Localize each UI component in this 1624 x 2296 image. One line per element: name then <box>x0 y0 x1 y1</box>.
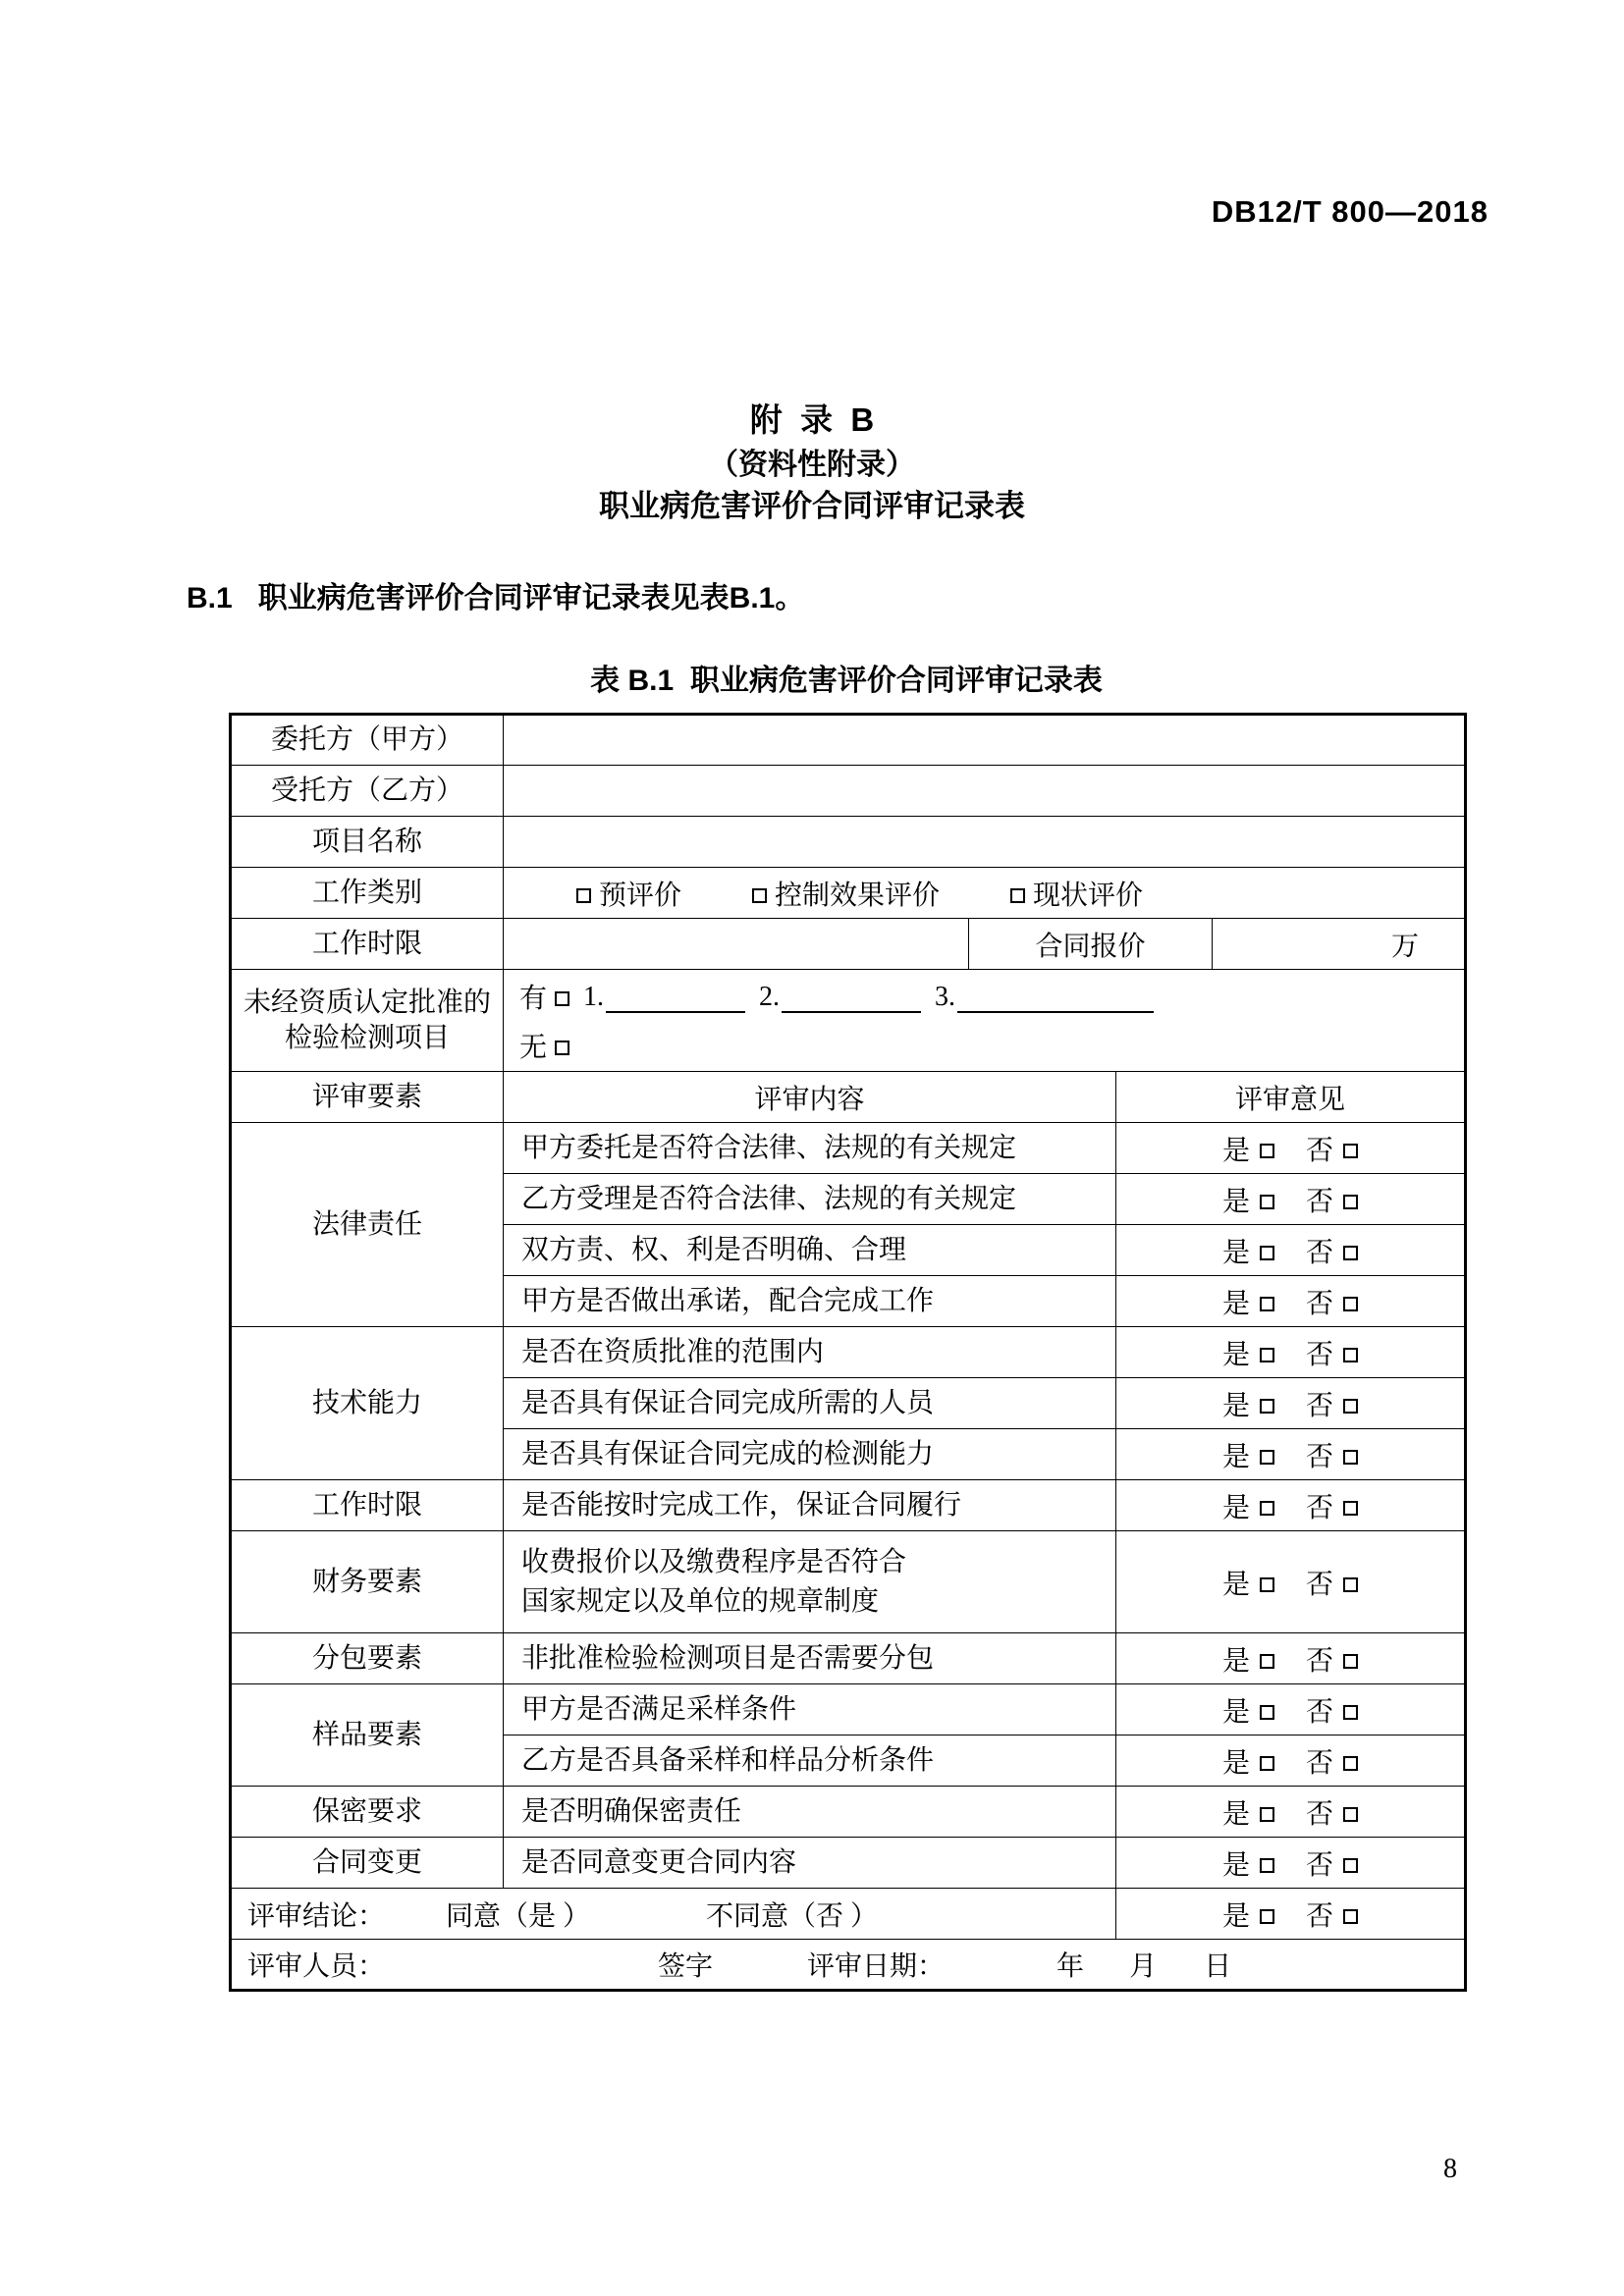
yes-label: 是 <box>1221 1441 1250 1472</box>
blank-line <box>957 980 1154 1013</box>
checkbox-icon <box>1343 1756 1358 1771</box>
yes-label: 是 <box>1221 1288 1250 1319</box>
appendix-title: 附 录 B <box>749 401 875 438</box>
opinion-cell <box>1116 1633 1466 1684</box>
work-type-label: 工作类别 <box>231 868 504 919</box>
checkbox-icon <box>1343 1654 1358 1669</box>
no-label: 否 <box>1306 1747 1334 1779</box>
date-month: 月 <box>1129 1951 1158 1982</box>
unaccredited-value-cell <box>504 970 1466 1072</box>
checkbox-icon <box>1343 1909 1358 1924</box>
signoff-personnel: 评审人员： <box>247 1951 386 1982</box>
opinion-cell <box>1116 1531 1466 1633</box>
opinion-cell <box>1116 1735 1466 1787</box>
checkbox-icon <box>1343 1577 1358 1592</box>
yes-label: 是 <box>1221 1849 1250 1881</box>
unaccredited-label: 未经资质认定批准的 检验检测项目 <box>231 970 504 1072</box>
review-item: 甲方是否满足采样条件 <box>504 1684 1116 1735</box>
checkbox-icon <box>576 888 591 903</box>
opinion-cell <box>1116 1123 1466 1174</box>
yes-label: 是 <box>1221 1390 1250 1421</box>
review-row <box>231 1531 1466 1633</box>
checkbox-icon <box>1343 1501 1358 1516</box>
review-header-opinion: 评审意见 <box>1116 1072 1466 1123</box>
no-label: 否 <box>1306 1492 1334 1523</box>
review-item: 乙方受理是否符合法律、法规的有关规定 <box>504 1174 1116 1225</box>
checkbox-icon <box>1260 1297 1274 1311</box>
review-item: 是否明确保密责任 <box>504 1787 1116 1838</box>
checkbox-icon <box>1260 1195 1274 1209</box>
review-header-row <box>231 1072 1466 1123</box>
section-factor-finance: 财务要素 <box>231 1531 504 1633</box>
checkbox-icon <box>1343 1297 1358 1311</box>
checkbox-icon <box>555 991 569 1006</box>
table-wrapper <box>229 713 1467 1992</box>
section-factor-confidentiality: 保密要求 <box>231 1787 504 1838</box>
has-option: 有 <box>519 977 569 1016</box>
opinion-cell <box>1116 1225 1466 1276</box>
standard-number: DB12/T 800—2018 <box>1211 194 1489 229</box>
review-item: 是否在资质批准的范围内 <box>504 1327 1116 1378</box>
checkbox-icon <box>1343 1348 1358 1362</box>
opinion-cell <box>1116 1838 1466 1889</box>
checkbox-icon <box>1260 1501 1274 1516</box>
opinion-cell <box>1116 1378 1466 1429</box>
checkbox-icon <box>1260 1807 1274 1822</box>
no-label: 否 <box>1306 1645 1334 1677</box>
checkbox-icon <box>1343 1807 1358 1822</box>
review-item: 是否具有保证合同完成的检测能力 <box>504 1429 1116 1480</box>
no-label: 否 <box>1306 1186 1334 1217</box>
no-label: 否 <box>1306 1900 1334 1932</box>
yes-label: 是 <box>1221 1135 1250 1166</box>
checkbox-icon <box>555 1041 569 1055</box>
clause-text: 职业病危害评价合同评审记录表见表B.1。 <box>257 582 805 614</box>
contractor-label: 受托方（乙方） <box>231 766 504 817</box>
signoff-row <box>231 1940 1466 1991</box>
review-row <box>231 1633 1466 1684</box>
project-value-cell <box>504 817 1466 868</box>
review-record-table <box>229 713 1467 1992</box>
checkbox-icon <box>1260 1654 1274 1669</box>
blank-line <box>606 980 745 1013</box>
review-row <box>231 1838 1466 1889</box>
review-row <box>231 1684 1466 1735</box>
no-label: 否 <box>1306 1135 1334 1166</box>
checkbox-icon <box>1260 1909 1274 1924</box>
work-type-option-status: 现状评价 <box>1010 874 1143 913</box>
yes-label: 是 <box>1221 1237 1250 1268</box>
client-label: 委托方（甲方） <box>231 715 504 766</box>
table-row <box>231 766 1466 817</box>
yes-label: 是 <box>1221 1798 1250 1830</box>
signoff-cell <box>231 1940 1466 1991</box>
no-label: 否 <box>1306 1339 1334 1370</box>
checkbox-icon <box>1343 1246 1358 1260</box>
checkbox-icon <box>1260 1246 1274 1260</box>
no-label: 否 <box>1306 1237 1334 1268</box>
section-factor-subcontract: 分包要素 <box>231 1633 504 1684</box>
yes-label: 是 <box>1221 1186 1250 1217</box>
review-item: 乙方是否具备采样和样品分析条件 <box>504 1735 1116 1787</box>
client-value-cell <box>504 715 1466 766</box>
fill-blank-3: 3. <box>935 980 1154 1013</box>
checkbox-icon <box>1260 1756 1274 1771</box>
no-label: 否 <box>1306 1390 1334 1421</box>
table-row <box>231 970 1466 1072</box>
work-limit-value-cell <box>504 919 969 970</box>
checkbox-icon <box>1343 1144 1358 1158</box>
yes-label: 是 <box>1221 1900 1250 1932</box>
review-header-factor: 评审要素 <box>231 1072 504 1123</box>
checkbox-icon <box>1343 1705 1358 1720</box>
no-label: 否 <box>1306 1569 1334 1600</box>
signoff-signature: 签字 <box>658 1951 714 1982</box>
review-header-content: 评审内容 <box>504 1072 1116 1123</box>
section-factor-sample: 样品要素 <box>231 1684 504 1787</box>
checkbox-icon <box>1343 1399 1358 1414</box>
conclusion-agree: 同意（是 ） <box>446 1900 591 1932</box>
checkbox-icon <box>1260 1450 1274 1465</box>
no-label: 否 <box>1306 1288 1334 1319</box>
signoff-date-label: 评审日期： <box>807 1951 946 1982</box>
contractor-value-cell <box>504 766 1466 817</box>
conclusion-cell <box>231 1889 1116 1940</box>
clause-number: B.1 <box>187 582 233 614</box>
conclusion-row <box>231 1889 1466 1940</box>
review-item: 双方责、权、利是否明确、合理 <box>504 1225 1116 1276</box>
fill-blank-2: 2. <box>759 980 921 1013</box>
review-item: 是否同意变更合同内容 <box>504 1838 1116 1889</box>
checkbox-icon <box>1343 1195 1358 1209</box>
opinion-cell <box>1116 1327 1466 1378</box>
checkbox-icon <box>1343 1450 1358 1465</box>
table-row <box>231 868 1466 919</box>
appendix-name: 职业病危害评价合同评审记录表 <box>599 489 1025 523</box>
review-item: 收费报价以及缴费程序是否符合 国家规定以及单位的规章制度 <box>504 1531 1116 1633</box>
work-limit-label: 工作时限 <box>231 919 504 970</box>
no-label: 否 <box>1306 1696 1334 1728</box>
review-row <box>231 1123 1466 1174</box>
clause-b1 <box>187 573 804 616</box>
review-row <box>231 1327 1466 1378</box>
yes-label: 是 <box>1221 1747 1250 1779</box>
opinion-cell <box>1116 1174 1466 1225</box>
opinion-cell <box>1116 1480 1466 1531</box>
table-row <box>231 919 1466 970</box>
yes-label: 是 <box>1221 1339 1250 1370</box>
none-option: 无 <box>519 1026 569 1065</box>
checkbox-icon <box>1343 1858 1358 1873</box>
opinion-cell <box>1116 1787 1466 1838</box>
section-factor-law: 法律责任 <box>231 1123 504 1327</box>
opinion-cell <box>1116 1429 1466 1480</box>
review-item: 非批准检验检测项目是否需要分包 <box>504 1633 1116 1684</box>
no-label: 否 <box>1306 1798 1334 1830</box>
review-item: 甲方委托是否符合法律、法规的有关规定 <box>504 1123 1116 1174</box>
conclusion-disagree: 不同意（否 ） <box>706 1900 879 1932</box>
no-label: 否 <box>1306 1849 1334 1881</box>
checkbox-icon <box>1260 1399 1274 1414</box>
appendix-subtitle: （资料性附录） <box>709 449 915 481</box>
checkbox-icon <box>1260 1705 1274 1720</box>
checkbox-icon <box>1260 1144 1274 1158</box>
date-year: 年 <box>1056 1951 1085 1982</box>
section-factor-schedule: 工作时限 <box>231 1480 504 1531</box>
review-item: 是否能按时完成工作，保证合同履行 <box>504 1480 1116 1531</box>
work-type-option-control: 控制效果评价 <box>752 874 940 913</box>
checkbox-icon <box>1260 1348 1274 1362</box>
quote-unit: 万 <box>1213 919 1466 970</box>
conclusion-label: 评审结论： <box>247 1900 386 1932</box>
review-item: 是否具有保证合同完成所需的人员 <box>504 1378 1116 1429</box>
page-number: 8 <box>1443 2154 1457 2184</box>
opinion-cell <box>1116 1684 1466 1735</box>
table-caption: 表 B.1 职业病危害评价合同评审记录表 <box>590 665 1103 697</box>
table-row <box>231 817 1466 868</box>
checkbox-icon <box>1260 1577 1274 1592</box>
checkbox-icon <box>752 888 767 903</box>
work-type-option-pre: 预评价 <box>576 874 681 913</box>
yes-label: 是 <box>1221 1696 1250 1728</box>
opinion-cell <box>1116 1889 1466 1940</box>
no-label: 否 <box>1306 1441 1334 1472</box>
quote-label: 合同报价 <box>969 919 1213 970</box>
checkbox-icon <box>1260 1858 1274 1873</box>
yes-label: 是 <box>1221 1569 1250 1600</box>
opinion-cell <box>1116 1276 1466 1327</box>
date-day: 日 <box>1204 1951 1232 1982</box>
checkbox-icon <box>1010 888 1025 903</box>
work-type-options-cell <box>504 868 1466 919</box>
review-row <box>231 1787 1466 1838</box>
yes-label: 是 <box>1221 1645 1250 1677</box>
section-factor-contract-change: 合同变更 <box>231 1838 504 1889</box>
table-row <box>231 715 1466 766</box>
fill-blank-1: 1. <box>583 980 745 1013</box>
review-row <box>231 1480 1466 1531</box>
review-item: 甲方是否做出承诺，配合完成工作 <box>504 1276 1116 1327</box>
project-label: 项目名称 <box>231 817 504 868</box>
section-factor-tech: 技术能力 <box>231 1327 504 1480</box>
blank-line <box>782 980 921 1013</box>
yes-label: 是 <box>1221 1492 1250 1523</box>
